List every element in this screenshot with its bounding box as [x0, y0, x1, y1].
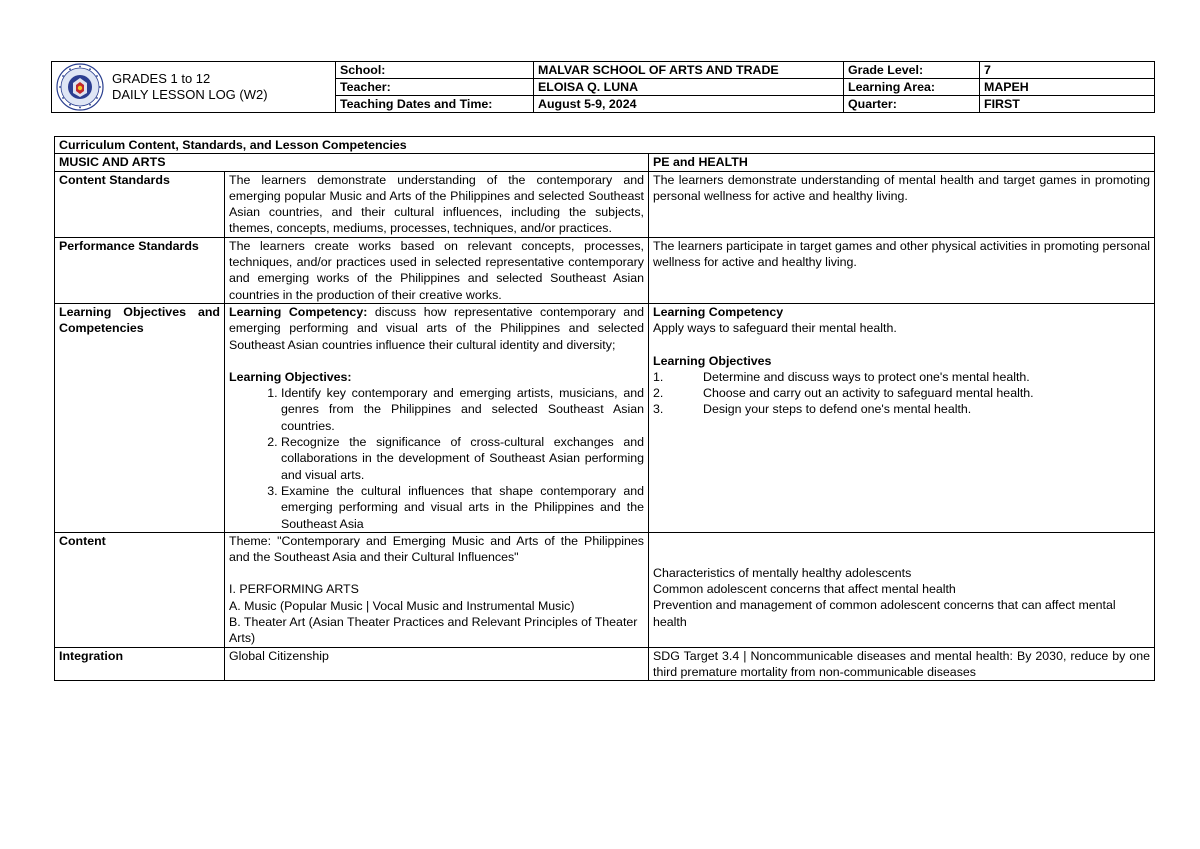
music-competency-label: Learning Competency:	[229, 304, 368, 319]
content-standards-row	[55, 171, 1155, 237]
music-objectives-label: Learning Objectives:	[229, 369, 352, 384]
teacher-label: Teacher:	[336, 79, 534, 96]
list-text: Choose and carry out an activity to safeguard mental health.	[703, 386, 1034, 401]
area-value: MAPEH	[980, 79, 1155, 96]
list-number: 3.	[653, 402, 664, 417]
performance-standards-pe: The learners participate in target games and other physical activities in promoting personal wellness for active and healthy living.	[649, 237, 1155, 303]
objectives-music-cell	[225, 303, 649, 532]
list-item: 1. Identify key contemporary and emerging artists, musicians, and genres from the Philippines and selected Southeast Asian countries.	[281, 385, 644, 434]
pe-column-header: PE and HEALTH	[649, 154, 1155, 171]
pe-competency-text: Apply ways to safeguard their mental health.	[653, 321, 897, 336]
integration-pe: SDG Target 3.4 | Noncommunicable diseases and mental health: By 2030, reduce by one third premature mortality from non-communicable diseases	[649, 647, 1155, 681]
list-item	[653, 385, 1150, 401]
content-section: I. PERFORMING ARTS	[229, 582, 359, 597]
doc-title-line2: DAILY LESSON LOG (W2)	[112, 87, 268, 102]
grade-value: 7	[980, 62, 1155, 79]
school-label: School:	[336, 62, 534, 79]
objectives-label: Learning Objectives and Competencies	[55, 303, 225, 532]
content-pe-line: Prevention and management of common adolescent concerns that can affect mental health	[653, 598, 1116, 629]
performance-standards-label: Performance Standards	[55, 237, 225, 303]
performance-standards-row	[55, 237, 1155, 303]
integration-music: Global Citizenship	[225, 647, 649, 681]
content-standards-label: Content Standards	[55, 171, 225, 237]
list-text: Design your steps to defend one's mental health.	[703, 402, 972, 417]
dates-value: August 5-9, 2024	[534, 96, 844, 113]
integration-label: Integration	[55, 647, 225, 681]
content-theme: Theme: "Contemporary and Emerging Music and Arts of the Philippines and the Southeast Asia and their Cultural Influences"	[229, 533, 644, 565]
section-title: Curriculum Content, Standards, and Lesson Competencies	[55, 137, 1155, 154]
content-music-a: A. Music (Popular Music | Vocal Music and Instrumental Music)	[229, 598, 575, 613]
objectives-pe-cell	[649, 303, 1155, 532]
quarter-value: FIRST	[980, 96, 1155, 113]
dates-label: Teaching Dates and Time:	[336, 96, 534, 113]
content-music-cell	[225, 532, 649, 647]
content-pe-line: Common adolescent concerns that affect mental health	[653, 582, 956, 597]
list-item: 2. Recognize the significance of cross-cultural exchanges and collaborations in the development of Southeast Asian performing and visual arts.	[281, 434, 644, 483]
header-table	[51, 61, 1155, 113]
content-pe-line: Characteristics of mentally healthy adolescents	[653, 565, 912, 580]
content-music-b: B. Theater Art (Asian Theater Practices and Relevant Principles of Theater Arts)	[229, 615, 638, 646]
music-competency-text: discuss how representative contemporary and emerging performing and visual arts of the Philippines and selected Southeast Asian countries influence their cultural identity and diversity;	[229, 304, 644, 352]
objectives-row	[55, 303, 1155, 532]
list-text: Determine and discuss ways to protect one's mental health.	[703, 369, 1030, 384]
pe-objectives-list	[653, 369, 1150, 418]
curriculum-table	[54, 136, 1155, 681]
music-competency	[229, 304, 644, 353]
list-number: 2.	[653, 386, 664, 401]
content-label: Content	[55, 532, 225, 647]
content-pe-cell	[649, 532, 1155, 647]
integration-row	[55, 647, 1155, 681]
pe-competency-label: Learning Competency	[653, 304, 784, 319]
list-item: 3. Examine the cultural influences that shape contemporary and emerging performing and visual arts in the Philippines and the Southeast Asia	[281, 483, 644, 532]
pe-objectives-label: Learning Objectives	[653, 353, 772, 368]
school-value: MALVAR SCHOOL OF ARTS AND TRADE	[534, 62, 844, 79]
grade-label: Grade Level:	[844, 62, 980, 79]
performance-standards-music: The learners create works based on relevant concepts, processes, techniques, and/or practices used in selected representative contemporary and emerging works of the Philippines and selected Southeast Asian countries in the production of their creative works.	[225, 237, 649, 303]
area-label: Learning Area:	[844, 79, 980, 96]
teacher-value: ELOISA Q. LUNA	[534, 79, 844, 96]
content-standards-music: The learners demonstrate understanding of the contemporary and emerging popular Music and Arts of the Philippines and selected Southeast Asian countries, and their cultural influences, including the subjects, themes, concepts, mediums, processes, techniques, and/or practices.	[225, 171, 649, 237]
list-item	[653, 401, 1150, 417]
logo-title-cell	[52, 62, 336, 113]
list-number: 1.	[653, 369, 664, 384]
music-objectives-list	[229, 385, 644, 532]
list-item	[653, 369, 1150, 385]
doc-title-line1: GRADES 1 to 12	[112, 71, 211, 86]
content-standards-pe: The learners demonstrate understanding of mental health and target games in promoting personal wellness for active and healthy living.	[649, 171, 1155, 237]
content-row	[55, 532, 1155, 647]
quarter-label: Quarter:	[844, 96, 980, 113]
music-column-header: MUSIC AND ARTS	[55, 154, 649, 171]
deped-seal-icon	[56, 63, 104, 111]
